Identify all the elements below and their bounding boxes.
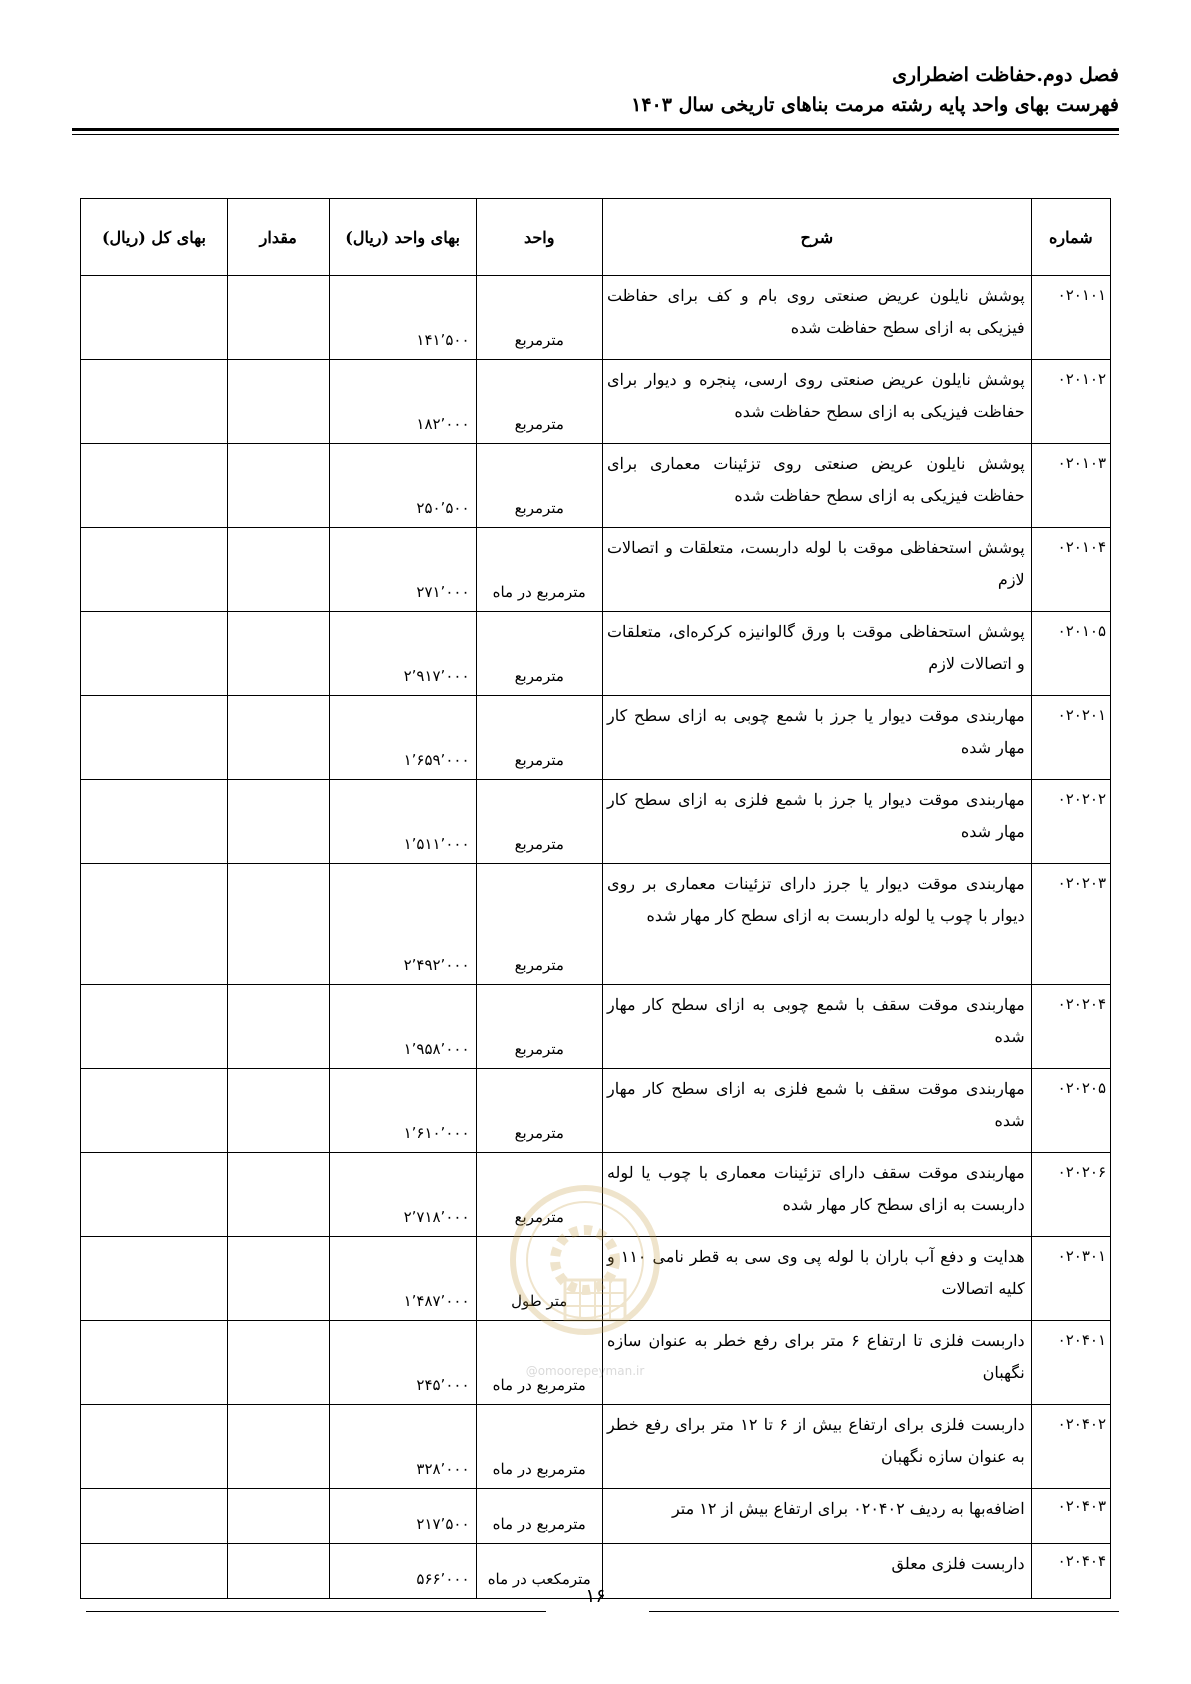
row-description: مهاربندی موقت دیوار یا جرز با شمع چوبی به ازای سطح کار مهار شده [602, 696, 1031, 780]
row-unit-price: ۱۴۱٬۵۰۰ [329, 276, 476, 360]
footer-rule-left [86, 1611, 546, 1612]
row-unit: متر طول [476, 1237, 602, 1321]
row-quantity [227, 864, 329, 985]
row-total [81, 1153, 228, 1237]
header-description: شرح [602, 199, 1031, 276]
table-row [81, 360, 1111, 444]
table-row [81, 696, 1111, 780]
table-row [81, 985, 1111, 1069]
table-row [81, 276, 1111, 360]
row-code: ۰۲۰۳۰۱ [1031, 1237, 1110, 1321]
row-total [81, 444, 228, 528]
row-unit: مترمربع در ماه [476, 1405, 602, 1489]
row-code: ۰۲۰۴۰۱ [1031, 1321, 1110, 1405]
document-title: فهرست بهای واحد پایه رشته مرمت بناهای تاریخی سال ۱۴۰۳ [631, 94, 1119, 116]
row-quantity [227, 444, 329, 528]
row-description: مهاربندی موقت دیوار یا جرز دارای تزئینات معماری بر روی دیوار با چوب یا لوله داربست به ازای سطح کار مهار شده [602, 864, 1031, 985]
row-unit: مترمربع در ماه [476, 528, 602, 612]
footer-rule-right [649, 1611, 1119, 1612]
row-quantity [227, 1405, 329, 1489]
row-description: داربست فلزی برای ارتفاع بیش از ۶ تا ۱۲ متر برای رفع خطر به عنوان سازه نگهبان [602, 1405, 1031, 1489]
row-unit: مترمربع [476, 696, 602, 780]
header-unit: واحد [476, 199, 602, 276]
row-total [81, 985, 228, 1069]
row-total [81, 360, 228, 444]
row-total [81, 276, 228, 360]
row-unit-price: ۲٬۹۱۷٬۰۰۰ [329, 612, 476, 696]
row-total [81, 780, 228, 864]
row-unit-price: ۱٬۵۱۱٬۰۰۰ [329, 780, 476, 864]
row-unit-price: ۱٬۹۵۸٬۰۰۰ [329, 985, 476, 1069]
row-quantity [227, 696, 329, 780]
row-unit: مترمکعب در ماه [476, 1544, 602, 1599]
header-quantity: مقدار [227, 199, 329, 276]
page-header [72, 60, 1119, 120]
row-unit: مترمربع [476, 985, 602, 1069]
row-unit: مترمربع [476, 1069, 602, 1153]
row-unit-price: ۲۵۰٬۵۰۰ [329, 444, 476, 528]
row-code: ۰۲۰۴۰۲ [1031, 1405, 1110, 1489]
row-code: ۰۲۰۲۰۵ [1031, 1069, 1110, 1153]
row-unit: مترمربع [476, 444, 602, 528]
row-quantity [227, 276, 329, 360]
row-unit-price: ۵۶۶٬۰۰۰ [329, 1544, 476, 1599]
row-total [81, 1405, 228, 1489]
row-description: پوشش نایلون عریض صنعتی روی بام و کف برای حفاظت فیزیکی به ازای سطح حفاظت شده [602, 276, 1031, 360]
row-unit: مترمربع در ماه [476, 1321, 602, 1405]
row-code: ۰۲۰۱۰۱ [1031, 276, 1110, 360]
row-description: داربست فلزی معلق [602, 1544, 1031, 1599]
row-description: پوشش استحفاظی موقت با لوله داربست، متعلقات و اتصالات لازم [602, 528, 1031, 612]
header-rule-thin [72, 134, 1119, 135]
row-code: ۰۲۰۴۰۳ [1031, 1489, 1110, 1544]
header-total-price: بهای کل (ریال) [81, 199, 228, 276]
row-code: ۰۲۰۱۰۴ [1031, 528, 1110, 612]
header-rule-thick [72, 128, 1119, 131]
table-row [81, 1153, 1111, 1237]
row-total [81, 1237, 228, 1321]
row-code: ۰۲۰۱۰۵ [1031, 612, 1110, 696]
row-description: پوشش استحفاظی موقت با ورق گالوانیزه کرکره‌ای، متعلقات و اتصالات لازم [602, 612, 1031, 696]
row-quantity [227, 1153, 329, 1237]
row-unit: مترمربع [476, 864, 602, 985]
row-description: مهاربندی موقت سقف با شمع چوبی به ازای سطح کار مهار شده [602, 985, 1031, 1069]
row-unit: مترمربع [476, 1153, 602, 1237]
table-row [81, 864, 1111, 985]
row-quantity [227, 1237, 329, 1321]
row-unit-price: ۲٬۴۹۲٬۰۰۰ [329, 864, 476, 985]
table-row [81, 1237, 1111, 1321]
row-code: ۰۲۰۲۰۱ [1031, 696, 1110, 780]
row-description: پوشش نایلون عریض صنعتی روی ارسی، پنجره و دیوار برای حفاظت فیزیکی به ازای سطح حفاظت شده [602, 360, 1031, 444]
header-unit-price: بهای واحد (ریال) [329, 199, 476, 276]
row-quantity [227, 1069, 329, 1153]
row-description: داربست فلزی تا ارتفاع ۶ متر برای رفع خطر به عنوان سازه نگهبان [602, 1321, 1031, 1405]
table-row [81, 1321, 1111, 1405]
chapter-title: فصل دوم.حفاظت اضطراری [892, 64, 1119, 86]
row-code: ۰۲۰۲۰۴ [1031, 985, 1110, 1069]
row-code: ۰۲۰۱۰۲ [1031, 360, 1110, 444]
row-code: ۰۲۰۲۰۳ [1031, 864, 1110, 985]
row-total [81, 612, 228, 696]
header-code: شماره [1031, 199, 1110, 276]
row-quantity [227, 360, 329, 444]
table-row [81, 780, 1111, 864]
row-quantity [227, 612, 329, 696]
row-unit: مترمربع [476, 276, 602, 360]
table-row [81, 1069, 1111, 1153]
row-description: مهاربندی موقت دیوار یا جرز با شمع فلزی به ازای سطح کار مهار شده [602, 780, 1031, 864]
row-unit-price: ۲۱۷٬۵۰۰ [329, 1489, 476, 1544]
row-unit-price: ۲۷۱٬۰۰۰ [329, 528, 476, 612]
row-description: مهاربندی موقت سقف دارای تزئینات معماری با چوب یا لوله داربست به ازای سطح کار مهار شده [602, 1153, 1031, 1237]
row-unit: مترمربع در ماه [476, 1489, 602, 1544]
row-quantity [227, 985, 329, 1069]
row-unit: مترمربع [476, 780, 602, 864]
table-row [81, 612, 1111, 696]
row-total [81, 528, 228, 612]
row-total [81, 1489, 228, 1544]
row-quantity [227, 1321, 329, 1405]
row-description: مهاربندی موقت سقف با شمع فلزی به ازای سطح کار مهار شده [602, 1069, 1031, 1153]
row-description: اضافه‌بها به ردیف ۰۲۰۴۰۲ برای ارتفاع بیش از ۱۲ متر [602, 1489, 1031, 1544]
watermark-text: @omoorepeyman.ir [525, 1364, 645, 1378]
table-row [81, 1489, 1111, 1544]
page-number: ۱۶ [585, 1585, 606, 1607]
row-unit-price: ۱٬۶۵۹٬۰۰۰ [329, 696, 476, 780]
row-quantity [227, 528, 329, 612]
row-code: ۰۲۰۲۰۶ [1031, 1153, 1110, 1237]
row-description: هدایت و دفع آب باران با لوله پی وی سی به قطر نامی ۱۱۰ و کلیه اتصالات [602, 1237, 1031, 1321]
table-row [81, 528, 1111, 612]
table-header-row [81, 199, 1111, 276]
row-unit: مترمربع [476, 612, 602, 696]
row-quantity [227, 780, 329, 864]
row-total [81, 1321, 228, 1405]
row-unit-price: ۲۴۵٬۰۰۰ [329, 1321, 476, 1405]
row-code: ۰۲۰۱۰۳ [1031, 444, 1110, 528]
row-total [81, 1069, 228, 1153]
row-unit-price: ۱٬۴۸۷٬۰۰۰ [329, 1237, 476, 1321]
price-list-table [80, 198, 1111, 1599]
row-unit-price: ۱٬۶۱۰٬۰۰۰ [329, 1069, 476, 1153]
row-unit: مترمربع [476, 360, 602, 444]
row-unit-price: ۱۸۲٬۰۰۰ [329, 360, 476, 444]
row-unit-price: ۳۲۸٬۰۰۰ [329, 1405, 476, 1489]
table-row [81, 1405, 1111, 1489]
row-code: ۰۲۰۲۰۲ [1031, 780, 1110, 864]
row-total [81, 864, 228, 985]
table-row [81, 444, 1111, 528]
row-quantity [227, 1489, 329, 1544]
row-description: پوشش نایلون عریض صنعتی روی تزئینات معماری برای حفاظت فیزیکی به ازای سطح حفاظت شده [602, 444, 1031, 528]
row-unit-price: ۲٬۷۱۸٬۰۰۰ [329, 1153, 476, 1237]
row-total [81, 696, 228, 780]
row-code: ۰۲۰۴۰۴ [1031, 1544, 1110, 1599]
